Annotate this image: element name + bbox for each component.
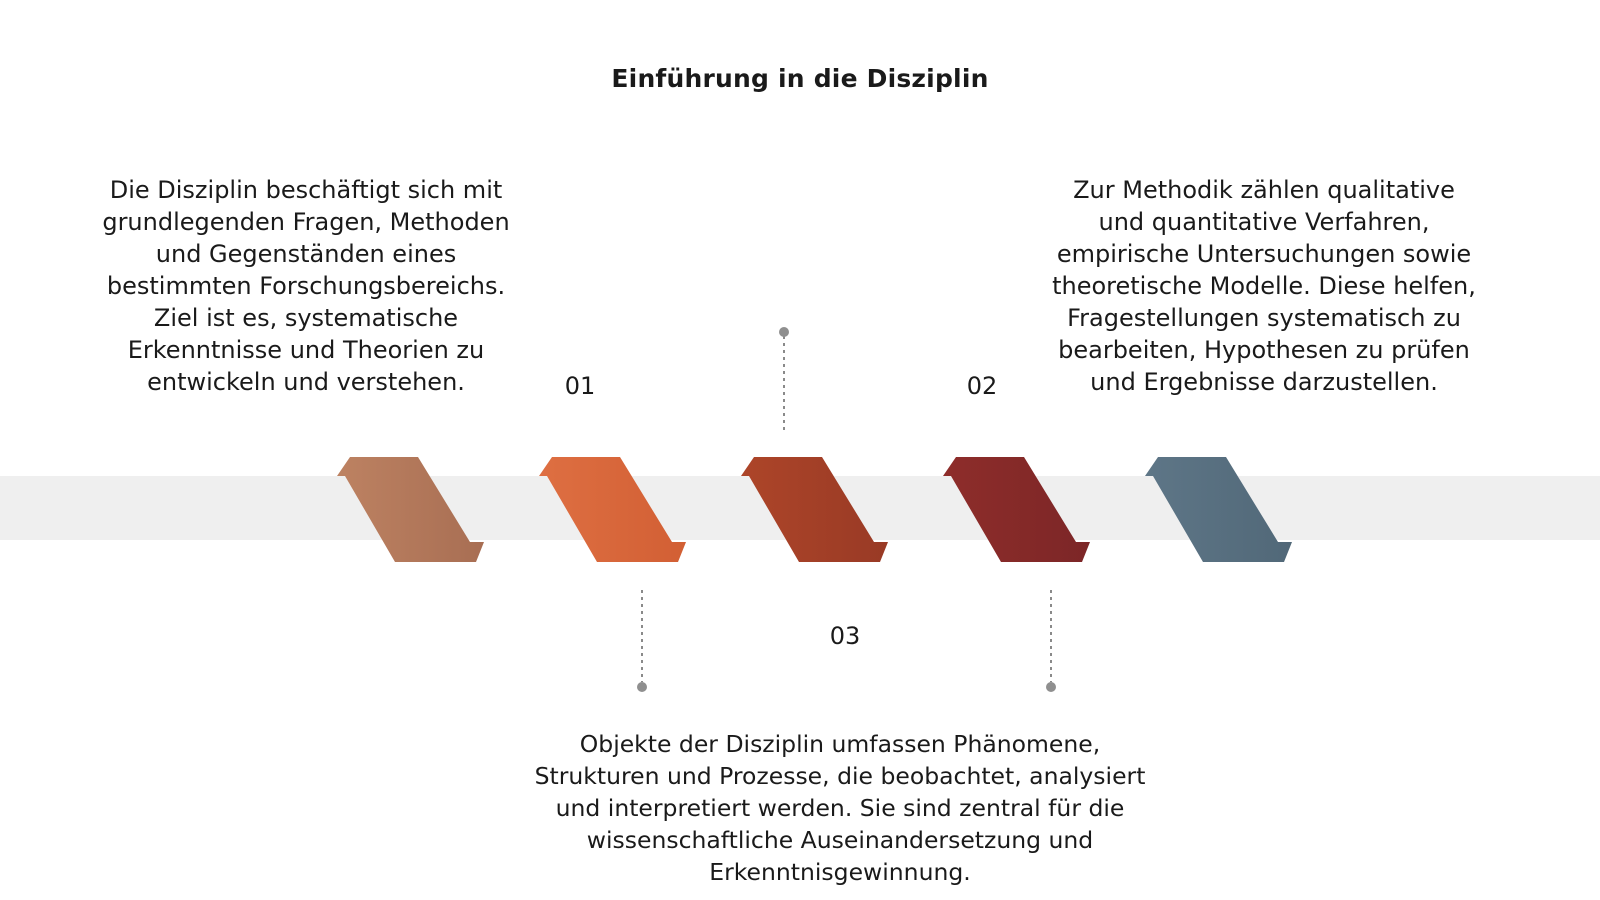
step-number-02: 02 [966,372,998,400]
connector-top-center [779,327,789,430]
text-line: Objekte der Disziplin umfassen Phänomene, [579,730,1101,758]
chevron-5-icon [1145,457,1292,562]
text-line: Die Disziplin beschäftigt sich mit [109,176,503,204]
text-line: Ziel ist es, systematische [153,304,459,332]
connector-bottom-left [637,590,647,692]
text-line: Erkenntnisse und Theorien zu [127,336,485,364]
page-title: Einführung in die Disziplin [611,64,989,93]
text-line: wissenschaftliche Auseinandersetzung und [586,826,1094,854]
step-number-03: 03 [829,622,861,650]
text-line: Erkenntnisgewinnung. [709,858,971,886]
chevron-3-icon [741,457,888,562]
text-line: und interpretiert werden. Sie sind zentral für die [555,794,1125,822]
text-line: empirische Untersuchungen sowie [1056,240,1472,268]
text-line: bestimmten Forschungsbereichs. [106,272,506,300]
text-line: Fragestellungen systematisch zu [1067,304,1461,332]
text-line: und Ergebnisse darzustellen. [1090,368,1438,396]
chevron-2-icon [539,457,686,562]
chevron-1-icon [337,457,484,562]
text-line: und Gegenständen eines [155,240,457,268]
text-line: Strukturen und Prozesse, die beobachtet, analysiert [534,762,1146,790]
text-line: Zur Methodik zählen qualitative [1073,176,1455,204]
text-line: theoretische Modelle. Diese helfen, [1052,272,1476,300]
chevron-4-icon [943,457,1090,562]
text-line: grundlegenden Fragen, Methoden [102,208,510,236]
text-line: bearbeiten, Hypothesen zu prüfen [1058,336,1470,364]
text-line: und quantitative Verfahren, [1098,208,1430,236]
text-line: entwickeln und verstehen. [147,368,465,396]
step-number-01: 01 [564,372,596,400]
connector-bottom-right [1046,590,1056,692]
